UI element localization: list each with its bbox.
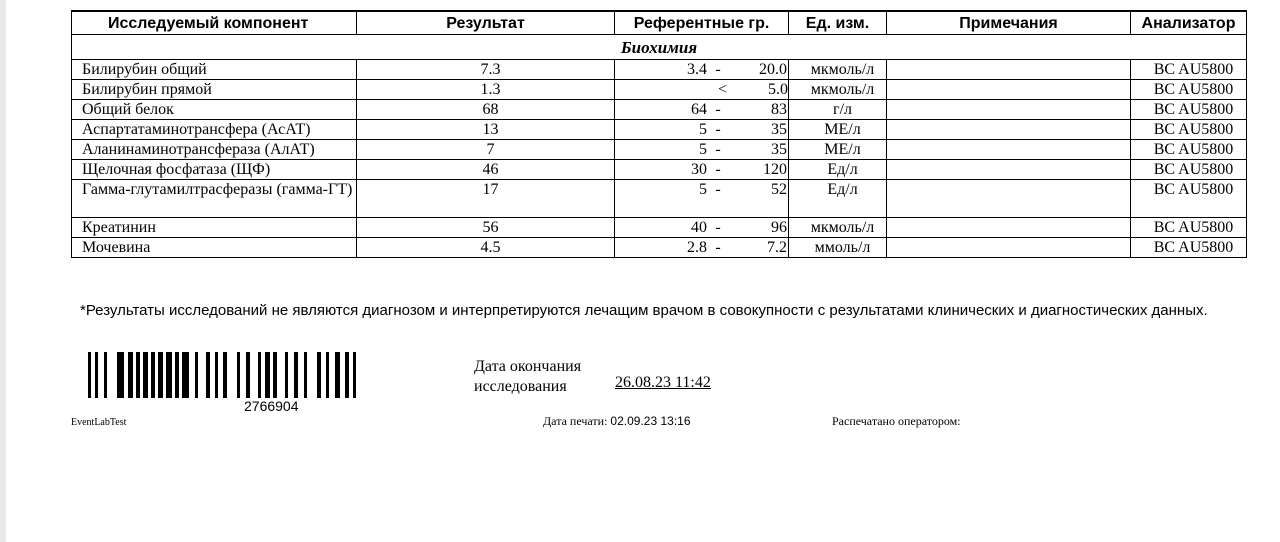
- cell-notes: [887, 218, 1131, 238]
- cell-result: 68: [357, 100, 615, 120]
- barcode: [88, 352, 458, 398]
- section-row: [72, 35, 1247, 60]
- cell-component: Билирубин прямой: [72, 80, 357, 100]
- cell-reference: [615, 120, 789, 140]
- barcode-bar: [95, 352, 98, 398]
- barcode-number: 2766904: [244, 398, 299, 414]
- cell-component: Мочевина: [72, 238, 357, 258]
- cell-component: Щелочная фосфатаза (ЩФ): [72, 160, 357, 180]
- ref-low: 64: [691, 101, 707, 118]
- barcode-bar: [143, 352, 148, 398]
- cell-reference: [615, 140, 789, 160]
- print-date: [543, 414, 691, 429]
- ref-high: 52: [771, 181, 787, 198]
- ref-less-than: <: [718, 81, 728, 98]
- ref-dash: -: [715, 121, 721, 138]
- cell-component: Аспартатаминотрансфера (АсАТ): [72, 120, 357, 140]
- cell-unit: г/л: [789, 100, 887, 120]
- app-name: EventLabTest: [71, 417, 127, 428]
- cell-component: Аланинаминотрансфераза (АлАТ): [72, 140, 357, 160]
- cell-notes: [887, 238, 1131, 258]
- ref-low: 5: [699, 141, 707, 158]
- cell-unit: Ед/л: [789, 160, 887, 180]
- cell-analyzer: BC AU5800: [1131, 160, 1247, 180]
- ref-high: 5.0: [768, 81, 788, 98]
- barcode-bar: [265, 352, 270, 398]
- cell-unit: МЕ/л: [789, 120, 887, 140]
- cell-notes: [887, 160, 1131, 180]
- cell-analyzer: BC AU5800: [1131, 218, 1247, 238]
- cell-result: 17: [357, 180, 615, 218]
- cell-component: Креатинин: [72, 218, 357, 238]
- ref-low: 2.8: [687, 239, 707, 256]
- ref-high: 20.0: [759, 61, 787, 78]
- ref-high: 83: [771, 101, 787, 118]
- barcode-bar: [294, 352, 298, 398]
- cell-result: 46: [357, 160, 615, 180]
- cell-reference: [615, 160, 789, 180]
- table-row: [72, 100, 1247, 120]
- cell-result: 7.3: [357, 60, 615, 80]
- cell-notes: [887, 80, 1131, 100]
- cell-unit: мкмоль/л: [789, 80, 887, 100]
- table-row: [72, 120, 1247, 140]
- ref-dash: -: [715, 181, 721, 198]
- barcode-bar: [345, 352, 349, 398]
- cell-unit: Ед/л: [789, 180, 887, 218]
- cell-notes: [887, 120, 1131, 140]
- barcode-bar: [158, 352, 163, 398]
- end-date-label: Дата окончания исследования: [474, 358, 582, 395]
- cell-analyzer: BC AU5800: [1131, 60, 1247, 80]
- table-row: [72, 160, 1247, 180]
- end-date-value: 26.08.23 11:42: [615, 374, 711, 391]
- ref-dash: -: [715, 141, 721, 158]
- cell-reference: [615, 218, 789, 238]
- section-title: Биохимия: [72, 35, 1247, 60]
- barcode-bar: [285, 352, 288, 398]
- barcode-bar: [151, 352, 155, 398]
- barcode-bar: [223, 352, 227, 398]
- ref-dash: -: [715, 61, 721, 78]
- header-component: Исследуемый компонент: [72, 11, 357, 35]
- disclaimer-text: *Результаты исследований не являются диагнозом и интерпретируются лечащим врачом в совокупности с результатами клинических и диагностических данных.: [80, 302, 1208, 319]
- barcode-bar: [182, 352, 189, 398]
- cell-unit: МЕ/л: [789, 140, 887, 160]
- table-row: [72, 238, 1247, 258]
- ref-dash: -: [715, 161, 721, 178]
- cell-notes: [887, 60, 1131, 80]
- cell-analyzer: BC AU5800: [1131, 120, 1247, 140]
- cell-reference: [615, 100, 789, 120]
- header-notes: Примечания: [887, 11, 1131, 35]
- cell-unit: мкмоль/л: [789, 60, 887, 80]
- cell-result: 56: [357, 218, 615, 238]
- cell-unit: мкмоль/л: [789, 218, 887, 238]
- ref-high: 7.2: [767, 239, 787, 256]
- cell-analyzer: BC AU5800: [1131, 238, 1247, 258]
- header-analyzer: Анализатор: [1131, 11, 1247, 35]
- cell-analyzer: BC AU5800: [1131, 80, 1247, 100]
- cell-component: Билирубин общий: [72, 60, 357, 80]
- cell-result: 13: [357, 120, 615, 140]
- results-table: [71, 10, 1247, 258]
- cell-notes: [887, 180, 1131, 218]
- cell-reference: [615, 80, 789, 100]
- ref-dash: -: [715, 239, 721, 256]
- operator-label: Распечатано оператором:: [832, 414, 961, 428]
- barcode-bar: [206, 352, 210, 398]
- table-row: [72, 218, 1247, 238]
- barcode-bar: [175, 352, 179, 398]
- ref-dash: -: [715, 219, 721, 236]
- table-row: [72, 80, 1247, 100]
- ref-low: 40: [691, 219, 707, 236]
- cell-component: Гамма-глутамилтрасферазы (гамма-ГТ): [72, 180, 357, 218]
- cell-result: 7: [357, 140, 615, 160]
- cell-notes: [887, 100, 1131, 120]
- print-date-value: 02.09.23 13:16: [610, 414, 691, 428]
- header-result: Результат: [357, 11, 615, 35]
- cell-result: 1.3: [357, 80, 615, 100]
- cell-component: Общий белок: [72, 100, 357, 120]
- barcode-bar: [88, 352, 91, 398]
- barcode-bar: [215, 352, 218, 398]
- cell-reference: [615, 60, 789, 80]
- cell-analyzer: BC AU5800: [1131, 140, 1247, 160]
- cell-reference: [615, 238, 789, 258]
- print-date-label: Дата печати:: [543, 414, 608, 428]
- barcode-bar: [237, 352, 240, 398]
- barcode-bar: [117, 352, 124, 398]
- barcode-bar: [304, 352, 307, 398]
- barcode-bar: [273, 352, 277, 398]
- cell-reference: [615, 180, 789, 218]
- cell-notes: [887, 140, 1131, 160]
- table-row: [72, 180, 1247, 218]
- barcode-bar: [128, 352, 133, 398]
- cell-analyzer: BC AU5800: [1131, 180, 1247, 218]
- page-edge-shadow: [0, 0, 6, 542]
- header-reference: Референтные гр.: [615, 11, 789, 35]
- barcode-bar: [258, 352, 261, 398]
- cell-unit: ммоль/л: [789, 238, 887, 258]
- ref-dash: -: [715, 101, 721, 118]
- ref-high: 35: [771, 141, 787, 158]
- barcode-bar: [195, 352, 198, 398]
- barcode-bar: [166, 352, 172, 398]
- barcode-bar: [326, 352, 329, 398]
- barcode-bar: [136, 352, 140, 398]
- ref-high: 120: [763, 161, 787, 178]
- barcode-bar: [246, 352, 250, 398]
- table-row: [72, 60, 1247, 80]
- table-header-row: [72, 11, 1247, 35]
- ref-low: 5: [699, 121, 707, 138]
- ref-low: 30: [691, 161, 707, 178]
- cell-result: 4.5: [357, 238, 615, 258]
- cell-analyzer: BC AU5800: [1131, 100, 1247, 120]
- ref-high: 35: [771, 121, 787, 138]
- barcode-bar: [335, 352, 340, 398]
- table-row: [72, 140, 1247, 160]
- ref-low: 5: [699, 181, 707, 198]
- ref-low: 3.4: [687, 61, 707, 78]
- barcode-bar: [317, 352, 321, 398]
- ref-high: 96: [771, 219, 787, 236]
- header-unit: Ед. изм.: [789, 11, 887, 35]
- barcode-bar: [104, 352, 107, 398]
- barcode-bar: [353, 352, 356, 398]
